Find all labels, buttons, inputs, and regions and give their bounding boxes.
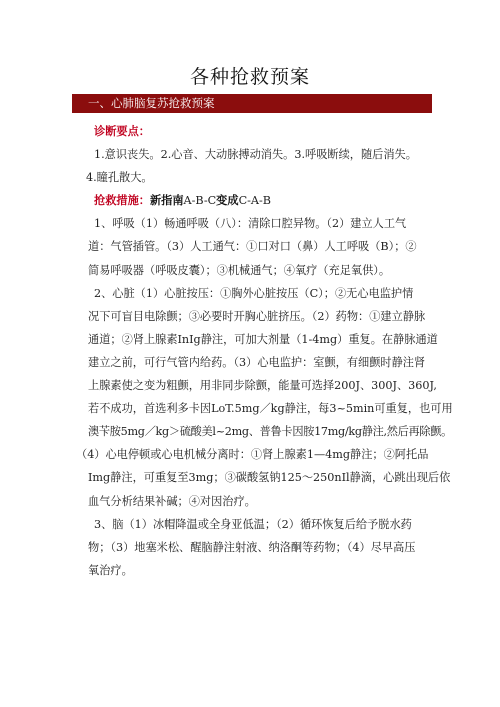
paragraph-breathing-line-1: 1、呼吸（1）畅通呼吸（八）：清除口腔异物。（2）建立人工气 <box>94 217 407 231</box>
paragraph-heart-line-1: 2、心脏（1）心脏按压：①胸外心脏按压（C）；②无心电监护情 <box>94 286 414 300</box>
paragraph-breathing-line-2: 道：气管插管。（3）人工通气：①口对口（鼻）人工呼吸（B）；② <box>88 240 417 254</box>
paragraph-heart-line-2: 况下可盲目电除颤；③必要时开胸心脏挤压。（2）药物：①建立静脉 <box>88 309 426 323</box>
paragraph-breathing-line-3: 简易呼吸器（呼吸皮囊）；③机械通气；④氧疗（充足氧供）。 <box>88 263 391 277</box>
page-title: 各种抢救预案 <box>189 66 310 88</box>
document-body <box>76 120 453 582</box>
diagnosis-line-1: 1.意识丧失。2.心音、大动脉搏动消失。3.呼吸断续，随后消失。 <box>94 148 417 162</box>
paragraph-brain-line-3: 氧治疗。 <box>88 563 133 577</box>
diagnosis-line-2: 4.瞳孔散大。 <box>86 171 153 185</box>
paragraph-brain-line-2: 物；（3）地塞米松、醒脑静注射液、纳洛酮等药物；（4）尽早高压 <box>88 540 416 554</box>
paragraph-heart-line-7: 澳苄胺5mg／kg＞硫酸美l~2mg、普鲁卡因胺17mg/kg静注,然后再除颤。 <box>88 425 453 439</box>
paragraph-heart-line-10: 血气分析结果补碱；④对因治疗。 <box>88 494 256 508</box>
paragraph-heart-line-3: 通道；②肾上腺素InIg静注，可加大剂量（1-4mg）重复。在静脉通道 <box>88 332 438 346</box>
paragraph-heart-line-5: 上腺素使之变为粗颤，用非同步除颤，能量可选择200J、300J、360J, <box>88 379 437 393</box>
section-heading-text: 一、心肺脑复苏抢救预案 <box>88 96 215 110</box>
paragraph-brain-line-1: 3、脑（1）冰帽降温或全身亚低温；（2）循环恢复后给予脱水药 <box>94 517 412 531</box>
section-heading-bar <box>72 94 432 113</box>
paragraph-heart-line-8: （4）心电停顿或心电机械分离时：①肾上腺素1—4mg静注；②阿托品 <box>76 448 429 462</box>
measures-heading: 抢救措施：新指南A-B-C变成C-A-B <box>94 193 271 208</box>
paragraph-heart-line-4: 建立之前，可行气管内给药。（3）心电监护：室颤，有细颤时静注肾 <box>88 355 426 369</box>
diagnosis-heading: 诊断要点： <box>94 124 150 138</box>
paragraph-heart-line-6: 若不成功，首选利多卡因LoT.5mg／kg静注，每3~5min可重复，也可用 <box>88 402 453 416</box>
paragraph-heart-line-9: Img静注，可重复至3mg；③碳酸氢钠125～250nIl静滴，心跳出现后依 <box>88 471 451 485</box>
